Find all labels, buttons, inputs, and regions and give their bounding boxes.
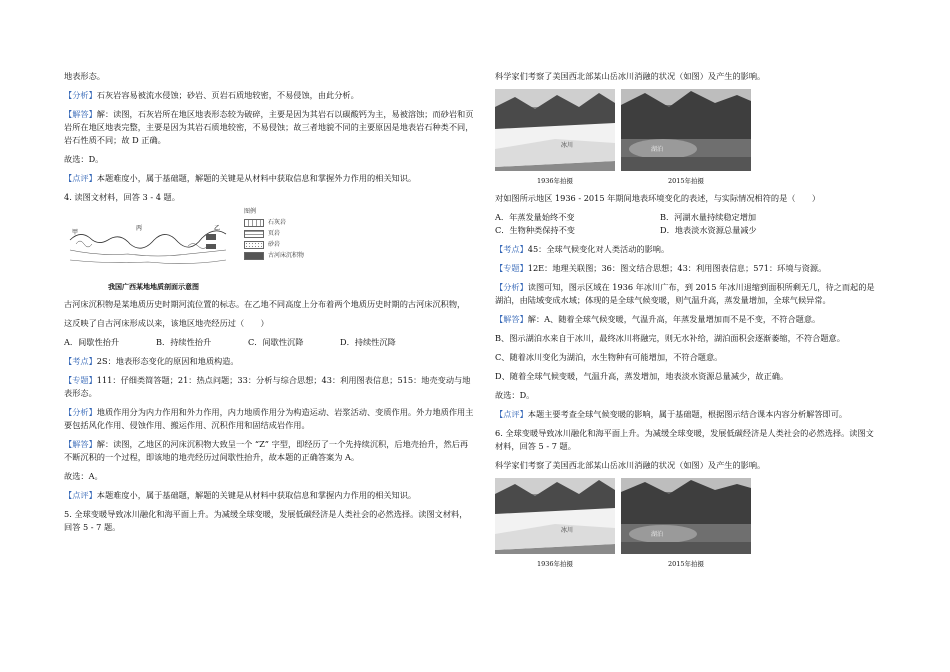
choice-line: 故选：D。 — [64, 154, 104, 164]
legend-item: 古河床沉积物 — [244, 250, 304, 261]
intro-text: 地表形态。 — [64, 71, 105, 81]
glacier-photos-2 — [495, 478, 880, 571]
answer-paragraph — [64, 108, 474, 147]
analysis-paragraph — [64, 89, 474, 102]
analysis-text: 石灰岩容易被流水侵蚀；砂岩、页岩石质地较密，不易侵蚀，由此分析。 — [96, 90, 359, 100]
photo-label: 冰川 — [561, 527, 574, 534]
option-c: C．间歇性沉降 — [248, 337, 304, 347]
label-yi: 乙 — [214, 225, 221, 232]
jieda-text: 解：A、随着全球气候变暖，气温升高，年蒸发量增加而不是不变，不符合题意。 — [527, 314, 821, 324]
photo-caption: 2015年拍摄 — [667, 177, 705, 185]
kaodian-text: 45：全球气候变化对人类活动的影响。 — [527, 244, 670, 254]
question-stem: 对如图所示地区 1936 - 2015 年期间地表环境变化的表述，与实际情况相符的是（ ） — [495, 193, 821, 203]
comment-paragraph — [64, 172, 474, 185]
photo-label: 湖泊 — [651, 531, 664, 538]
photo-label: 湖泊 — [651, 146, 664, 153]
choice-line: 故选：A。 — [64, 471, 103, 481]
option-a: A．年蒸发量始终不变 — [495, 212, 575, 222]
jieda-paragraph — [495, 313, 880, 326]
question-4-options — [64, 336, 474, 349]
comment-tag: 【点评】 — [64, 173, 97, 183]
fenxi-tag: 【分析】 — [495, 282, 528, 292]
kaodian-paragraph — [64, 355, 474, 368]
glacier-photo — [495, 89, 615, 171]
zhuanti-paragraph — [495, 262, 880, 275]
zhuanti-tag: 【专题】 — [64, 375, 97, 385]
jieda-paragraph — [64, 438, 474, 464]
option-b: B．持续性抬升 — [156, 337, 212, 347]
question-number: 6. — [495, 428, 503, 438]
comment-text: 本题难度小，属于基础题，解题的关键是从材料中获取信息和掌握外力作用的相关知识。 — [96, 173, 417, 183]
question-4-stem: 这反映了自古河床形成以来，该地区地壳经历过（ ） — [64, 318, 269, 328]
geology-cross-section — [68, 210, 228, 272]
zhuanti-text: 12E：地理关联图；36：图文结合思想；43：利用图表信息；571：环境与资源。 — [527, 263, 827, 273]
fenxi-paragraph — [64, 406, 474, 432]
left-column — [64, 70, 474, 540]
option-c: C．生物种类保持不变 — [495, 225, 575, 235]
kaodian-paragraph — [495, 243, 880, 256]
question-number: 5. — [64, 509, 72, 519]
zhuanti-text: 111：仔细类简答题；21：热点问题；33：分析与综合思想；43：利用图表信息；515：地壳变动与地表形态。 — [64, 375, 471, 398]
intro-text: 科学家们考察了美国西北部某山岳冰川消融的状况（如图）及产生的影响。 — [495, 71, 766, 81]
photo-caption: 1936年拍摄 — [536, 560, 574, 568]
option-d: D．地表淡水资源总量减少 — [660, 225, 757, 235]
jieda-text: 解：读图，乙地区的河床沉积物大致呈一个 “Z” 字型，即经历了一个先持续沉积，后地壳抬升，然后再不断沉积的一个过程，即该地的地壳经历过间歇性抬升，故本题的正确答案为 A。 — [64, 439, 469, 462]
question-6 — [495, 427, 880, 453]
dianping-text: 本题主要考查全球气候变暖的影响，属于基础题，根据图示结合课本内容分析解答即可。 — [527, 409, 848, 419]
jieda-tag: 【解答】 — [64, 439, 97, 449]
kaodian-tag: 【考点】 — [64, 356, 97, 366]
photo-1936 — [495, 478, 615, 571]
analysis-tag: 【分析】 — [64, 90, 97, 100]
dianping-paragraph — [64, 489, 474, 502]
zhuanti-paragraph — [64, 374, 474, 400]
dianping-paragraph — [495, 408, 880, 421]
question-number: 4. — [64, 192, 72, 202]
dianping-tag: 【点评】 — [64, 490, 97, 500]
lake-photo — [621, 478, 751, 554]
legend-title: 图例 — [244, 208, 257, 215]
photo-2015 — [621, 89, 751, 188]
label-jia: 甲 — [72, 229, 79, 236]
photo-label: 冰川 — [561, 142, 574, 149]
question-6-text: 全球变暖导致冰川融化和海平面上升。为减缓全球变暖，发展低碳经济是人类社会的必然选择。读图文材料，回答 5 - 7 题。 — [495, 428, 874, 451]
kaodian-tag: 【考点】 — [495, 244, 528, 254]
question-5 — [64, 508, 474, 534]
right-column — [495, 70, 880, 571]
answer-d: D、随着全球气候变暖，气温升高，蒸发增加，地表淡水资源总量减少，故正确。 — [495, 371, 789, 381]
answer-tag: 【解答】 — [64, 109, 97, 119]
fenxi-tag: 【分析】 — [64, 407, 97, 417]
zhuanti-tag: 【专题】 — [495, 263, 528, 273]
dianping-text: 本题难度小，属于基础题，解题的关键是从材料中获取信息和掌握内力作用的相关知识。 — [96, 490, 417, 500]
photo-caption: 1936年拍摄 — [536, 177, 574, 185]
fenxi-text: 读图可知，图示区域在 1936 年冰川广布，到 2015 年冰川退缩到面积所剩无几，待之而起的是湖泊，由陆域变成水域；体现的是全球气候变暖，则气温升高，蒸发量增加，全球气候异常。 — [495, 282, 875, 305]
photo-2015 — [621, 478, 751, 571]
fenxi-text: 地质作用分为内力作用和外力作用，内力地质作用分为构造运动、岩浆活动、变质作用。外力地质作用主要包括风化作用、侵蚀作用、搬运作用、沉积作用和固结成岩作用。 — [64, 407, 474, 430]
geology-figure — [68, 210, 474, 292]
jieda-tag: 【解答】 — [495, 314, 528, 324]
answer-b: B、图示湖泊水来自于冰川，最终冰川将融完，则无水补给，湖泊面积会逐渐萎缩，不符合题意。 — [495, 333, 845, 343]
photo-1936 — [495, 89, 615, 188]
figure-caption: 我国广西某地地质剖面示意图 — [108, 282, 199, 291]
question-5-text: 全球变暖导致冰川融化和海平面上升。为减缓全球变暖，发展低碳经济是人类社会的必然选择。读图文材料，回答 5 - 7 题。 — [64, 509, 468, 532]
glacier-photos — [495, 89, 880, 188]
question-4-intro: 读图文材料，回答 3 - 4 题。 — [74, 192, 180, 202]
glacier-photo — [495, 478, 615, 554]
kaodian-text: 2S：地表形态变化的原因和地质构造。 — [96, 356, 239, 366]
intro-text-2: 科学家们考察了美国西北部某山岳冰川消融的状况（如图）及产生的影响。 — [495, 460, 766, 470]
dianping-tag: 【点评】 — [495, 409, 528, 419]
legend-item: 石灰岩 — [244, 217, 304, 228]
legend-item: 砂岩 — [244, 239, 304, 250]
lake-photo — [621, 89, 751, 171]
question-4-header — [64, 191, 474, 204]
photo-caption: 2015年拍摄 — [667, 560, 705, 568]
question-options — [495, 211, 880, 237]
figure-legend — [244, 206, 304, 261]
choice-line: 故选：D。 — [495, 390, 535, 400]
option-d: D．持续性沉降 — [340, 337, 396, 347]
label-bing: 丙 — [136, 225, 143, 232]
legend-item: 页岩 — [244, 228, 304, 239]
fenxi-paragraph — [495, 281, 880, 307]
answer-c: C、随着冰川变化为湖泊，水生物种有可能增加，不符合题意。 — [495, 352, 723, 362]
option-b: B．河湖水量持续稳定增加 — [660, 212, 757, 222]
question-4-text: 古河床沉积物是某地质历史时期河流位置的标志。在乙地不同高度上分布着两个地质历史时期的古河床沉积物， — [64, 299, 466, 309]
option-a: A．间歇性抬升 — [64, 337, 120, 347]
answer-text: 解：读图，石灰岩所在地区地表形态较为破碎，主要是因为其岩石以碳酸钙为主，易被溶蚀；而砂岩和页岩所在地区地表完整，主要是因为其岩石质地较密，不易侵蚀；故三者地貌不同的主要原因是地表岩石种类不同，岩石性质不同；故 D 正确。 — [64, 109, 474, 145]
